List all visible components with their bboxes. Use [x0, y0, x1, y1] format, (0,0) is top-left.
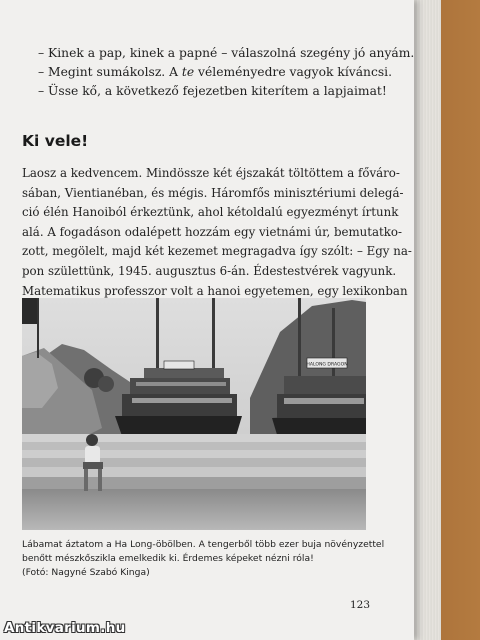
- dialog-emphasis: te: [181, 65, 195, 79]
- flagpole: [37, 298, 39, 358]
- photo-caption: [22, 538, 385, 580]
- photo-illustration: [22, 298, 366, 530]
- body-line: Laosz a kedvencem. Mindössze két éjszakát töltöttem a főváro-: [22, 166, 400, 180]
- dialog-line: – Kinek a pap, kinek a papné – válaszolná szegény jó anyám.: [38, 46, 415, 60]
- dialog-line: [38, 63, 392, 82]
- body-line: sában, Vientianéban, és mégis. Háromfős minisztériumi delegá-: [22, 185, 404, 200]
- page-number: 123: [350, 599, 371, 611]
- sea-water: [22, 489, 366, 530]
- stone-steps: [22, 434, 366, 489]
- caption-line: benőtt mészkőszikla emelkedik ki. Érdemes képeket nézni róla!: [22, 553, 314, 564]
- body-line: alá. A fogadáson odalépett hozzám egy vietnámi úr, bemutatko-: [22, 224, 403, 239]
- section-heading: Ki vele!: [22, 132, 89, 150]
- flag: [22, 298, 38, 324]
- dialog-line: – Üsse kő, a következő fejezetben kiterítem a lapjaimat!: [38, 84, 387, 98]
- caption-line: Lábamat áztatom a Ha Long-öbölben. A tengerből több ezer buja növényzettel: [22, 539, 385, 550]
- dialog-line-part: véleményedre vagyok kíváncsi.: [194, 65, 392, 79]
- body-paragraph: [22, 164, 412, 301]
- dialog-line-part: – Megint sumákolsz. A: [38, 65, 182, 79]
- body-line: pon születtünk, 1945. augusztus 6-án. Édestestvérek vagyunk.: [22, 263, 397, 278]
- body-line: Matematikus professzor volt a hanoi egyetemen, egy lexikonban: [22, 283, 408, 298]
- boat-sign-text: HALONG DRAGON: [306, 362, 348, 368]
- body-line: ció élén Hanoiból érkeztünk, ahol kétoldalú egyezményt írtunk: [22, 205, 399, 220]
- body-line: zott, megölelt, majd két kezemet megragadva így szólt: – Egy na-: [22, 244, 412, 259]
- tree: [98, 376, 114, 392]
- dialog-block: [38, 44, 415, 101]
- watermark-logo: Antikvarium.hu: [4, 620, 126, 636]
- halong-bay-photo: [22, 298, 366, 530]
- caption-line: (Fotó: Nagyné Szabó Kinga): [22, 567, 150, 578]
